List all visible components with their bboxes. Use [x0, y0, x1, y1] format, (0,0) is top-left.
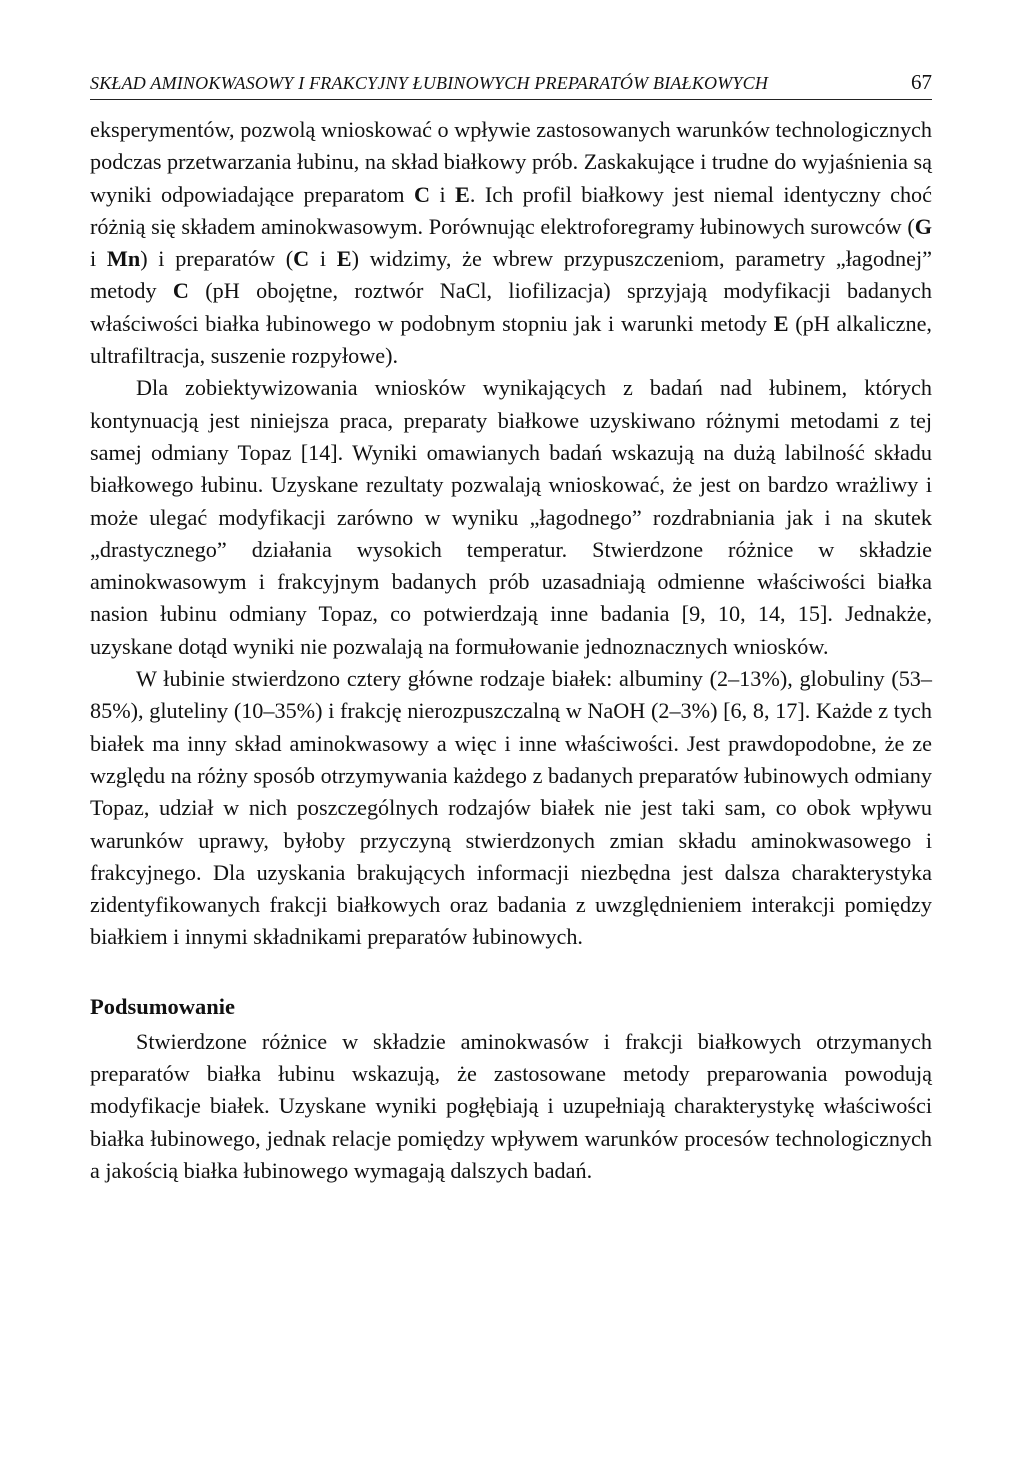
- running-header: [90, 70, 932, 100]
- text-segment: i: [90, 246, 107, 272]
- method-label: E: [773, 310, 789, 336]
- method-label: E: [336, 246, 352, 272]
- text-segment: ) widzimy, że wbrew przypuszczeniom, parametry „łagodnej” metody: [90, 246, 932, 304]
- text-segment: (pH obojętne, roztwór NaCl, liofilizacja) sprzyjają modyfikacji badanych właściwości białka łubinowego w podobnym stopniu jak i warunki metody: [90, 278, 932, 336]
- text-segment: i: [309, 246, 337, 272]
- running-title: SKŁAD AMINOKWASOWY I FRAKCYJNY ŁUBINOWYCH PREPARATÓW BIAŁKOWYCH: [90, 73, 769, 93]
- raw-material-label: Mn: [106, 246, 141, 272]
- summary-paragraph: Stwierdzone różnice w składzie aminokwasów i frakcji białkowych otrzymanych preparatów białka łubinu wskazują, że zastosowane metody preparowania powodują modyfikacje białek. Uzyskane wyniki pogłębiają i uzupełniają charakterystykę właściwości białka łubinowego, jednak relacje pomiędzy wpływem warunków procesów technologicznych a jakością białka łubinowego wymagają dalszych badań.: [90, 1028, 932, 1183]
- paragraph-3: W łubinie stwierdzono cztery główne rodzaje białek: albuminy (2–13%), globuliny (53–85%), gluteliny (10–35%) i frakcję nierozpuszczalną w NaOH (2–3%) [6, 8, 17]. Każde z tych białek ma inny skład aminokwasowy a więc i inne właściwości. Jest prawdopodobne, że ze względu na różny sposób otrzymywania każdego z badanych preparatów łubinowych odmiany Topaz, udział w nich poszczególnych rodzajów białek nie jest taki sam, co obok wpływu warunków uprawy, byłoby przyczyną stwierdzonych zmian składu aminokwasowego i frakcyjnego. Dla uzyskania brakujących informacji niezbędna jest dalsza charakterystyka zidentyfikowanych frakcji białkowych oraz badania z uwzględnieniem interakcji pomiędzy białkiem i innymi składnikami preparatów łubinowych.: [90, 666, 932, 950]
- method-label: C: [293, 246, 310, 272]
- paragraph-1: [90, 114, 932, 372]
- raw-material-label: G: [914, 213, 932, 239]
- method-label: C: [414, 181, 431, 207]
- text-segment: ) i preparatów (: [140, 246, 294, 272]
- page-number: 67: [911, 70, 932, 94]
- page: [90, 70, 932, 1187]
- text-segment: i: [430, 181, 456, 207]
- text-segment: . Ich profil białkowy jest niemal identyczny choć różnią się składem aminokwasowym. Porównując elektroforegramy łubinowych surowców (: [90, 181, 932, 239]
- method-label: E: [455, 181, 470, 207]
- section-heading-summary: Podsumowanie: [90, 993, 236, 1019]
- text-segment: (pH alkaliczne, ultrafiltracja, suszenie rozpyłowe).: [90, 310, 932, 369]
- body-text: [90, 114, 932, 1187]
- method-label: C: [172, 278, 189, 304]
- paragraph-2: Dla zobiektywizowania wniosków wynikających z badań nad łubinem, których kontynuacją jest niniejsza praca, preparaty białkowe uzyskiwano różnymi metodami z tej samej odmiany Topaz [14]. Wyniki omawianych badań wskazują na dużą labilność składu białkowego łubinu. Uzyskane rezultaty pozwalają wnioskować, że jest on bardzo wrażliwy i może ulegać modyfikacji zarówno w wyniku „łagodnego” rozdrabniania jak i na skutek „drastycznego” działania wysokich temperatur. Stwierdzone różnice w składzie aminokwasowym i frakcyjnym badanych prób uzasadniają odmienne właściwości białka nasion łubinu odmiany Topaz, co potwierdzają inne badania [9, 10, 14, 15]. Jednakże, uzyskane dotąd wyniki nie pozwalają na formułowanie jednoznacznych wniosków.: [90, 375, 932, 659]
- text-segment: eksperymentów, pozwolą wnioskować o wpływie zastosowanych warunków technologicznych podczas przetwarzania łubinu, na skład białkowy prób. Zaskakujące i trudne do wyjaśnienia są wyniki odpowiadające preparatom: [90, 117, 932, 207]
